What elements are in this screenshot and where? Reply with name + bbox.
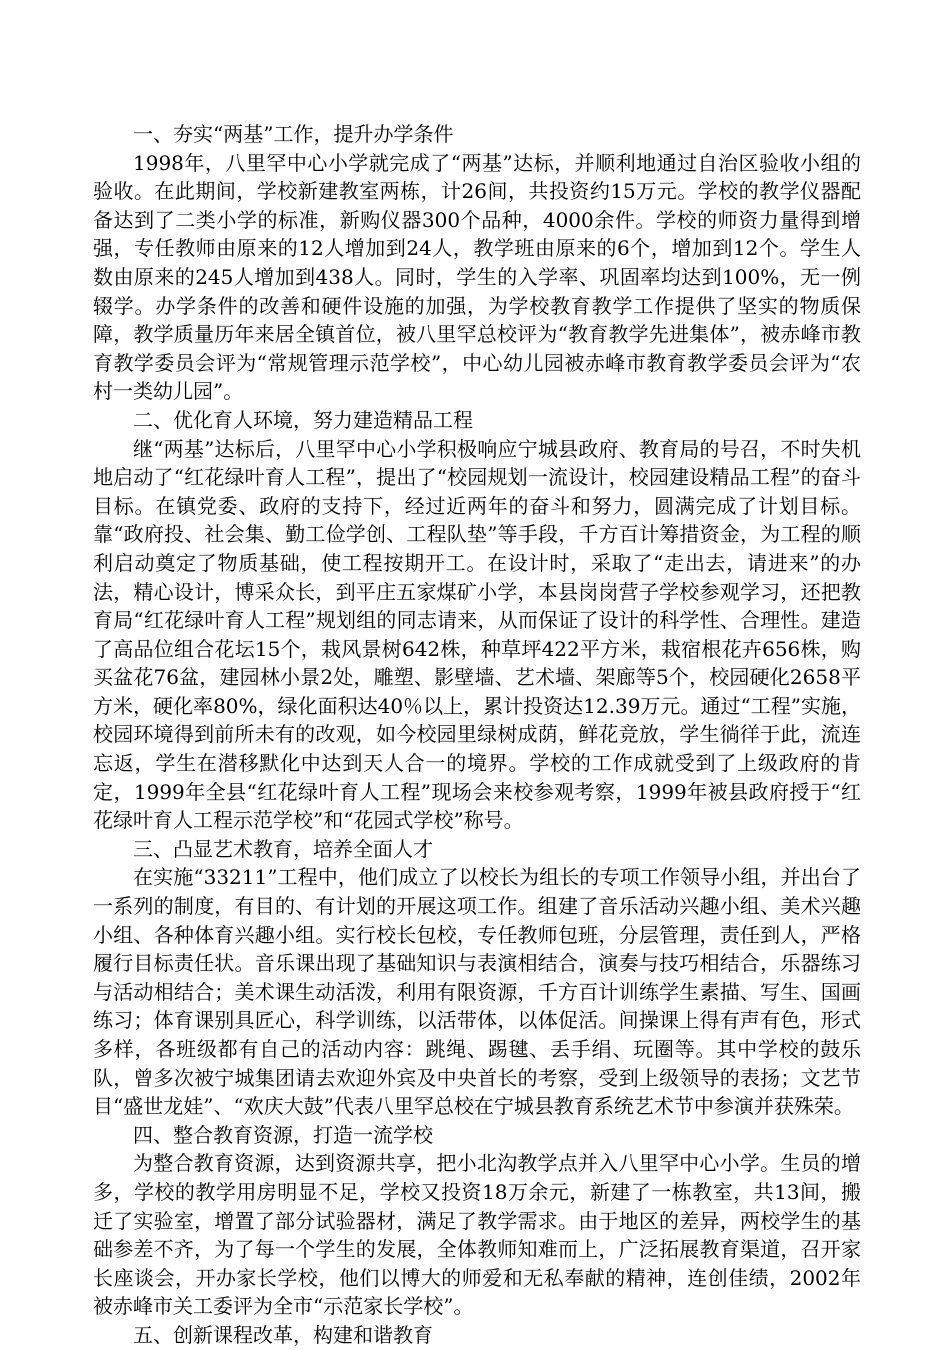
section-2-heading: 二、优化育人环境，努力建造精品工程 [133,407,473,432]
section-4-body: 为整合教育资源，达到资源共享，把小北沟教学点并入八里罕中心小学。生员的增多，学校的教学用房明显不足，学校又投资18万余元，新建了一栋教室，共13间，搬迁了实验室，增置了部分试验器材，满足了教学需求。由于地区的差异，两校学生的基础参差不齐，为了每一个学生的发展，全体教师知难而上，广泛拓展教育渠道，召开家长座谈会，开办家长学校，他们以博大的师爱和无私奉献的精神，连创佳绩，2002年被赤峰市关工委评为全市“示范家长学校”。 [93,1151,861,1319]
section-2-body: 继“两基”达标后，八里罕中心小学积极响应宁城县政府、教育局的号召，不时失机地启动了“红花绿叶育人工程”，提出了“校园规划一流设计，校园建设精品工程”的奋斗目标。在镇党委、政府的支持下，经过近两年的奋斗和努力，圆满完成了计划目标。靠“政府投、社会集、勤工俭学创、工程队垫”等手段，千方百计筹措资金，为工程的顺利启动奠定了物质基础，使工程按期开工。在设计时，采取了“走出去，请进来”的办法，精心设计，博采众长，到平庄五家煤矿小学，本县岗岗营子学校参观学习，还把教育局“红花绿叶育人工程”规划组的同志请来，从而保证了设计的科学性、合理性。建造了高品位组合花坛15个，栽风景树642株，种草坪422平方米，栽宿根花卉656株，购买盆花76盆，建园林小景2处，雕塑、影壁墙、艺术墙、架廊等5个，校园硬化2658平方米，硬化率80%，绿化面积达40％以上，累计投资达12.39万元。通过“工程”实施，校园环境得到前所未有的改观，如今校园里绿树成荫，鲜花竞放，学生徜徉于此，流连忘返，学生在潜移默化中达到天人合一的境界。学校的工作成就受到了上级政府的肯定，1999年全县“红花绿叶育人工程”现场会来校参观考察，1999年被县政府授于“红花绿叶育人工程示范学校”和“花园式学校”称号。 [93,436,861,833]
section-3-heading: 三、凸显艺术教育，培养全面人才 [133,836,433,861]
section-5-heading: 五、创新课程改革，构建和谐教育 [133,1322,433,1347]
section-3-body: 在实施“33211”工程中，他们成立了以校长为组长的专项工作领导小组，并出台了一系列的制度，有目的、有计划的开展这项工作。组建了音乐活动兴趣小组、美术兴趣小组、各种体育兴趣小组。实行校长包校，专任教师包班，分层管理，责任到人，严格履行目标责任状。音乐课出现了基础知识与表演相结合，演奏与技巧相结合，乐器练习与活动相结合；美术课生动活泼，利用有限资源，千方百计训练学生素描、写生、国画练习；体育课别具匠心，科学训练，以活带体，以体促活。间操课上得有声有色，形式多样，各班级都有自己的活动内容：跳绳、踢毽、丢手绢、玩圈等。其中学校的鼓乐队，曾多次被宁城集团请去欢迎外宾及中央首长的考察，受到上级领导的表扬；文艺节目“盛世龙娃”、“欢庆大鼓”代表八里罕总校在宁城县教育系统艺术节中参演并获殊荣。 [93,865,861,1119]
document-page [93,120,861,1350]
section-4-heading: 四、整合教育资源，打造一流学校 [133,1122,433,1147]
section-1-body: 1998年，八里罕中心小学就完成了“两基”达标，并顺利地通过自治区验收小组的验收。在此期间，学校新建教室两栋，计26间，共投资约15万元。学校的教学仪器配备达到了二类小学的标准，新购仪器300个品种，4000余件。学校的师资力量得到增强，专任教师由原来的12人增加到24人，教学班由原来的6个，增加到12个。学生人数由原来的245人增加到438人。同时，学生的入学率、巩固率均达到100%，无一例辍学。办学条件的改善和硬件设施的加强，为学校教育教学工作提供了坚实的物质保障，教学质量历年来居全镇首位，被八里罕总校评为“教育教学先进集体”，被赤峰市教育教学委员会评为“常规管理示范学校”，中心幼儿园被赤峰市教育教学委员会评为“农村一类幼儿园”。 [93,150,861,404]
section-1-heading: 一、夯实“两基”工作，提升办学条件 [133,122,454,146]
